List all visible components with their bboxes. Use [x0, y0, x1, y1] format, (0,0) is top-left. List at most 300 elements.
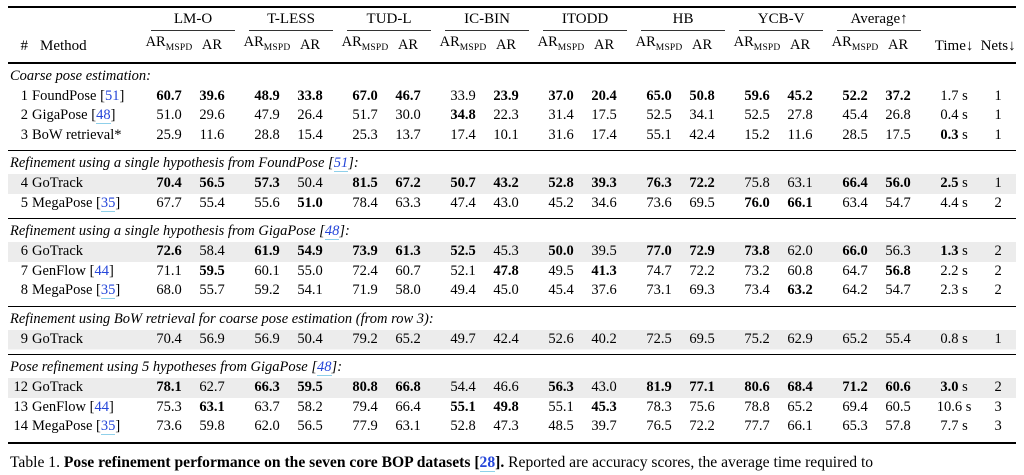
nets-cell: 3: [994, 398, 1002, 415]
score-cell: 15.4: [297, 126, 323, 143]
score-cell: 80.6: [732, 378, 786, 398]
row-number: 3: [20, 126, 28, 143]
score-cell: 34.8: [450, 107, 476, 124]
score-cell: 17.5: [885, 126, 911, 143]
caption-ref-close: ]: [495, 453, 501, 471]
table-row-1: [8, 87, 1016, 107]
header-row-subcolumns: [8, 31, 1016, 63]
score-cell: 45.0: [493, 282, 519, 299]
citation-link[interactable]: 51: [104, 87, 120, 104]
row-number: 9: [8, 330, 28, 355]
score-cell: 51.0: [297, 194, 323, 211]
score-cell: 55.1: [450, 398, 476, 415]
column-header-method: Method: [40, 37, 87, 54]
score-cell: 74.7: [646, 262, 672, 279]
column-header-time: Time↓: [934, 37, 974, 54]
row-number: 12: [8, 378, 28, 398]
method-cell: GenFlow [44]: [32, 398, 114, 415]
citation-link[interactable]: 35: [100, 194, 116, 211]
column-group-lm-o: [144, 7, 242, 31]
score-cell: 73.9: [340, 242, 394, 262]
dataset-name-hb: HB: [641, 10, 725, 31]
score-cell: 63.1: [199, 398, 225, 415]
score-cell: 43.0: [590, 378, 634, 398]
score-cell: 55.4: [199, 194, 225, 211]
score-cell: 15.2: [744, 126, 770, 143]
score-cell: 47.8: [493, 262, 519, 279]
column-group-average: [830, 7, 928, 31]
score-cell: 46.6: [492, 378, 536, 398]
score-cell: 51.7: [352, 107, 378, 124]
score-cell: 43.2: [492, 174, 536, 194]
row-number: 2: [20, 107, 28, 124]
column-header-nets: Nets↓: [980, 37, 1016, 54]
citation-link[interactable]: 28: [479, 453, 496, 471]
score-cell: 72.2: [689, 262, 715, 279]
column-header-ar-ic-bin: AR: [495, 36, 517, 53]
score-cell: 17.4: [450, 126, 476, 143]
score-cell: 75.2: [732, 330, 786, 355]
header-row-datasets: [8, 7, 1016, 31]
time-cell: 3.0 s: [928, 378, 980, 398]
section-title: Refinement using BoW retrieval for coarse pose estimation (from row 3):: [10, 310, 434, 327]
score-cell: 59.8: [199, 418, 225, 435]
score-cell: 39.3: [590, 174, 634, 194]
dataset-name-itodd: ITODD: [543, 10, 627, 31]
score-cell: 81.5: [340, 174, 394, 194]
score-cell: 58.4: [198, 242, 242, 262]
score-cell: 50.7: [438, 174, 492, 194]
score-cell: 49.4: [450, 282, 476, 299]
score-cell: 73.1: [646, 282, 672, 299]
table-section-2: [8, 151, 1016, 219]
score-cell: 27.8: [787, 107, 813, 124]
score-cell: 45.2: [787, 87, 813, 104]
score-cell: 73.6: [156, 418, 182, 435]
row-number: 6: [8, 242, 28, 262]
score-cell: 55.4: [884, 330, 928, 355]
score-cell: 62.0: [254, 418, 280, 435]
score-cell: 72.4: [352, 262, 378, 279]
score-cell: 65.2: [787, 398, 813, 415]
score-cell: 39.7: [591, 418, 617, 435]
score-cell: 20.4: [591, 87, 617, 104]
score-cell: 72.6: [144, 242, 198, 262]
score-cell: 47.4: [450, 194, 476, 211]
nets-cell: 1: [980, 174, 1016, 194]
score-cell: 60.7: [156, 87, 182, 104]
time-cell: 0.3 s: [940, 126, 968, 143]
score-cell: 56.5: [297, 418, 323, 435]
score-cell: 54.7: [885, 194, 911, 211]
caption-rest: Reported are accuracy scores, the average time required to: [504, 453, 874, 471]
section-title: Coarse pose estimation:: [10, 67, 151, 84]
score-cell: 78.4: [352, 194, 378, 211]
time-cell: 1.7 s: [940, 87, 968, 104]
score-cell: 78.1: [144, 378, 198, 398]
score-cell: 72.2: [689, 418, 715, 435]
score-cell: 72.2: [688, 174, 732, 194]
score-cell: 17.5: [591, 107, 617, 124]
row-number: 5: [20, 194, 28, 211]
score-cell: 63.3: [395, 194, 421, 211]
score-cell: 45.4: [842, 107, 868, 124]
score-cell: 65.3: [842, 418, 868, 435]
table-row-9: [8, 330, 1016, 355]
score-cell: 66.4: [830, 174, 884, 194]
score-cell: 43.0: [493, 194, 519, 211]
score-cell: 37.6: [591, 282, 617, 299]
table-row-8: [8, 281, 1016, 306]
score-cell: 39.5: [590, 242, 634, 262]
score-cell: 11.6: [787, 126, 813, 143]
score-cell: 34.1: [689, 107, 715, 124]
score-cell: 66.1: [787, 418, 813, 435]
column-header-armspd-hb: $AR_{MSPD}$: [635, 34, 683, 53]
time-cell: 0.8 s: [928, 330, 980, 355]
score-cell: 73.2: [744, 262, 770, 279]
score-cell: 26.4: [297, 107, 323, 124]
score-cell: 49.5: [548, 262, 574, 279]
column-group-ic-bin: [438, 7, 536, 31]
nets-cell: 1: [980, 330, 1016, 355]
score-cell: 56.8: [885, 262, 911, 279]
score-cell: 76.0: [744, 194, 770, 211]
score-cell: 48.9: [254, 87, 280, 104]
table-row-12: [8, 378, 1016, 398]
dataset-name-ycb-v: YCB-V: [739, 10, 823, 31]
score-cell: 70.4: [144, 330, 198, 355]
citation-link[interactable]: 35: [100, 418, 116, 435]
table-row-13: [8, 398, 1016, 418]
score-cell: 55.0: [297, 262, 323, 279]
score-cell: 60.6: [884, 378, 928, 398]
section-title-row: [8, 355, 1016, 379]
score-cell: 56.3: [884, 242, 928, 262]
table-section-3: [8, 219, 1016, 307]
table-row-4: [8, 174, 1016, 194]
score-cell: 67.0: [352, 87, 378, 104]
nets-cell: 1: [994, 126, 1002, 143]
dataset-name-ic-bin: IC-BIN: [445, 10, 529, 31]
score-cell: 63.1: [786, 174, 830, 194]
score-cell: 69.4: [842, 398, 868, 415]
score-cell: 55.7: [199, 282, 225, 299]
column-header-ar-average: AR: [888, 36, 909, 53]
score-cell: 77.7: [744, 418, 770, 435]
score-cell: 40.2: [590, 330, 634, 355]
score-cell: 49.7: [438, 330, 492, 355]
score-cell: 62.7: [198, 378, 242, 398]
column-header-armspd-ycb-v: $AR_{MSPD}$: [733, 34, 781, 53]
time-cell: 2.2 s: [940, 262, 968, 279]
score-cell: 37.0: [548, 87, 574, 104]
score-cell: 66.4: [395, 398, 421, 415]
score-cell: 69.5: [689, 194, 715, 211]
score-cell: 71.9: [352, 282, 378, 299]
score-cell: 13.7: [395, 126, 421, 143]
score-cell: 48.5: [548, 418, 574, 435]
score-cell: 28.8: [254, 126, 280, 143]
method-cell: GoTrack: [28, 174, 144, 194]
score-cell: 41.3: [591, 262, 617, 279]
column-header-ar-itodd: AR: [593, 36, 615, 53]
nets-cell: 2: [994, 194, 1002, 211]
score-cell: 62.9: [786, 330, 830, 355]
column-header-armspd-average: $AR_{MSPD}$: [831, 34, 879, 53]
score-cell: 45.4: [548, 282, 574, 299]
score-cell: 59.5: [199, 262, 225, 279]
score-cell: 58.0: [395, 282, 421, 299]
score-cell: 52.8: [450, 418, 476, 435]
score-cell: 62.0: [786, 242, 830, 262]
score-cell: 42.4: [689, 126, 715, 143]
score-cell: 47.9: [254, 107, 280, 124]
column-group-ycb-v: [732, 7, 830, 31]
caption-bold-post: .: [500, 453, 505, 471]
score-cell: 76.3: [634, 174, 688, 194]
citation-link[interactable]: 44: [94, 398, 109, 415]
score-cell: 23.9: [493, 87, 519, 104]
citation-link[interactable]: 48: [324, 223, 340, 240]
score-cell: 67.7: [156, 194, 182, 211]
score-cell: 39.6: [199, 87, 225, 104]
score-cell: 37.2: [885, 87, 911, 104]
score-cell: 50.8: [689, 87, 715, 104]
score-cell: 60.1: [254, 262, 280, 279]
score-cell: 58.2: [297, 398, 323, 415]
score-cell: 11.6: [199, 126, 225, 143]
column-header-ar-ycb-v: AR: [789, 36, 811, 53]
caption-bold-pre: Pose refinement performance on the seven core BOP datasets: [63, 453, 475, 471]
score-cell: 26.8: [885, 107, 911, 124]
score-cell: 75.8: [732, 174, 786, 194]
score-cell: 63.1: [395, 418, 421, 435]
column-group-t-less: [242, 7, 340, 31]
nets-cell: 1: [994, 87, 1002, 104]
score-cell: 66.1: [787, 194, 813, 211]
score-cell: 33.9: [450, 87, 476, 104]
score-cell: 72.5: [634, 330, 688, 355]
dataset-name-tud-l: TUD-L: [347, 10, 431, 31]
row-number: 8: [20, 282, 28, 299]
nets-cell: 2: [980, 378, 1016, 398]
score-cell: 59.2: [254, 282, 280, 299]
column-group-tud-l: [340, 7, 438, 31]
score-cell: 73.6: [646, 194, 672, 211]
table-section-5: [8, 355, 1016, 443]
score-cell: 52.1: [450, 262, 476, 279]
score-cell: 45.3: [591, 398, 617, 415]
score-cell: 54.9: [296, 242, 340, 262]
score-cell: 52.5: [438, 242, 492, 262]
citation-link[interactable]: 35: [100, 282, 116, 299]
score-cell: 70.4: [144, 174, 198, 194]
score-cell: 77.0: [634, 242, 688, 262]
score-cell: 72.9: [688, 242, 732, 262]
section-title-row: [8, 151, 1016, 175]
method-cell: GoTrack: [28, 242, 144, 262]
method-cell: GoTrack: [28, 330, 144, 355]
score-cell: 55.1: [548, 398, 574, 415]
caption-label: Table 1.: [10, 453, 64, 471]
score-cell: 45.3: [492, 242, 536, 262]
score-cell: 79.2: [340, 330, 394, 355]
section-title-row: [8, 63, 1016, 87]
time-cell: 0.4 s: [940, 107, 968, 124]
score-cell: 52.5: [744, 107, 770, 124]
score-cell: 65.2: [394, 330, 438, 355]
score-cell: 78.8: [744, 398, 770, 415]
score-cell: 42.4: [492, 330, 536, 355]
time-cell: 10.6 s: [936, 398, 972, 415]
section-title: Refinement using a single hypothesis from FoundPose [51]:: [10, 155, 359, 172]
table-row-2: [8, 106, 1016, 126]
score-cell: 59.6: [744, 87, 770, 104]
nets-cell: 2: [994, 262, 1002, 279]
column-header-armspd-tud-l: $AR_{MSPD}$: [341, 34, 389, 53]
section-title-row: [8, 219, 1016, 243]
score-cell: 25.3: [352, 126, 378, 143]
score-cell: 68.0: [156, 282, 182, 299]
score-cell: 54.7: [885, 282, 911, 299]
score-cell: 56.9: [242, 330, 296, 355]
citation-link[interactable]: 48: [317, 359, 332, 376]
dataset-name-average: Average↑: [837, 10, 921, 31]
score-cell: 33.8: [297, 87, 323, 104]
score-cell: 73.8: [732, 242, 786, 262]
column-group-hb: [634, 7, 732, 31]
column-header-ar-tud-l: AR: [397, 36, 419, 53]
score-cell: 31.4: [548, 107, 574, 124]
section-title-row: [8, 306, 1016, 330]
citation-link[interactable]: 44: [94, 262, 109, 279]
method-cell: MegaPose [35]: [32, 194, 121, 211]
score-cell: 17.4: [591, 126, 617, 143]
nets-cell: 3: [994, 418, 1002, 435]
row-number: 14: [13, 418, 28, 435]
score-cell: 56.5: [198, 174, 242, 194]
citation-link[interactable]: 51: [333, 155, 349, 172]
score-cell: 71.2: [830, 378, 884, 398]
column-header-armspd-lm-o: $AR_{MSPD}$: [145, 34, 193, 53]
score-cell: 10.1: [493, 126, 519, 143]
time-cell: 7.7 s: [940, 418, 968, 435]
score-cell: 76.5: [646, 418, 672, 435]
nets-cell: 1: [994, 107, 1002, 124]
score-cell: 61.9: [242, 242, 296, 262]
score-cell: 52.2: [842, 87, 868, 104]
row-number: 7: [20, 262, 28, 279]
score-cell: 50.4: [296, 330, 340, 355]
score-cell: 50.4: [296, 174, 340, 194]
nets-cell: 2: [980, 242, 1016, 262]
score-cell: 79.4: [352, 398, 378, 415]
score-cell: 56.3: [536, 378, 590, 398]
score-cell: 52.6: [536, 330, 590, 355]
score-cell: 22.3: [493, 107, 519, 124]
score-cell: 29.6: [199, 107, 225, 124]
score-cell: 59.5: [296, 378, 340, 398]
method-cell: FoundPose [51]: [32, 87, 125, 104]
score-cell: 46.7: [395, 87, 421, 104]
score-cell: 45.2: [548, 194, 574, 211]
table-row-5: [8, 194, 1016, 219]
score-cell: 31.6: [548, 126, 574, 143]
method-cell: GoTrack: [28, 378, 144, 398]
score-cell: 63.2: [787, 282, 813, 299]
score-cell: 69.3: [689, 282, 715, 299]
score-cell: 52.5: [646, 107, 672, 124]
column-header-ar-lm-o: AR: [201, 36, 223, 53]
table-section-4: [8, 306, 1016, 355]
score-cell: 55.6: [254, 194, 280, 211]
score-cell: 78.3: [646, 398, 672, 415]
score-cell: 75.3: [156, 398, 182, 415]
score-cell: 54.4: [438, 378, 492, 398]
score-cell: 25.9: [156, 126, 182, 143]
time-cell: 4.4 s: [940, 194, 968, 211]
score-cell: 67.2: [394, 174, 438, 194]
score-cell: 57.8: [885, 418, 911, 435]
column-header-num: #: [20, 37, 28, 54]
score-cell: 64.7: [842, 262, 868, 279]
score-cell: 81.9: [634, 378, 688, 398]
score-cell: 34.6: [591, 194, 617, 211]
table-header: [8, 7, 1016, 63]
column-header-ar-hb: AR: [691, 36, 713, 53]
score-cell: 54.1: [297, 282, 323, 299]
score-cell: 68.4: [786, 378, 830, 398]
method-cell: BoW retrieval*: [32, 126, 122, 143]
citation-link[interactable]: 48: [96, 107, 111, 124]
row-number: 4: [8, 174, 28, 194]
method-cell: MegaPose [35]: [32, 282, 121, 299]
column-header-ar-t-less: AR: [299, 36, 321, 53]
row-number: 13: [13, 398, 28, 415]
dataset-name-t-less: T-LESS: [249, 10, 333, 31]
score-cell: 50.0: [536, 242, 590, 262]
score-cell: 56.9: [198, 330, 242, 355]
nets-cell: 2: [994, 282, 1002, 299]
score-cell: 66.0: [830, 242, 884, 262]
method-cell: GigaPose [48]: [32, 107, 116, 124]
score-cell: 47.3: [493, 418, 519, 435]
results-table: [8, 6, 1016, 444]
column-header-armspd-itodd: $AR_{MSPD}$: [537, 34, 585, 53]
score-cell: 61.3: [394, 242, 438, 262]
time-cell: 2.3 s: [940, 282, 968, 299]
section-title: Refinement using a single hypothesis from GigaPose [48]:: [10, 223, 350, 240]
column-header-armspd-t-less: $AR_{MSPD}$: [243, 34, 291, 53]
caption-bold-text: [64, 454, 504, 472]
score-cell: 66.3: [242, 378, 296, 398]
score-cell: 80.8: [340, 378, 394, 398]
method-cell: MegaPose [35]: [32, 418, 121, 435]
table-row-6: [8, 242, 1016, 262]
score-cell: 66.8: [394, 378, 438, 398]
score-cell: 51.0: [156, 107, 182, 124]
score-cell: 73.4: [744, 282, 770, 299]
score-cell: 60.7: [395, 262, 421, 279]
score-cell: 49.8: [493, 398, 519, 415]
method-cell: GenFlow [44]: [32, 262, 114, 279]
score-cell: 65.0: [646, 87, 672, 104]
score-cell: 55.1: [646, 126, 672, 143]
score-cell: 60.8: [787, 262, 813, 279]
section-title: Pose refinement using 5 hypotheses from GigaPose [48]:: [10, 359, 343, 376]
score-cell: 69.5: [688, 330, 732, 355]
